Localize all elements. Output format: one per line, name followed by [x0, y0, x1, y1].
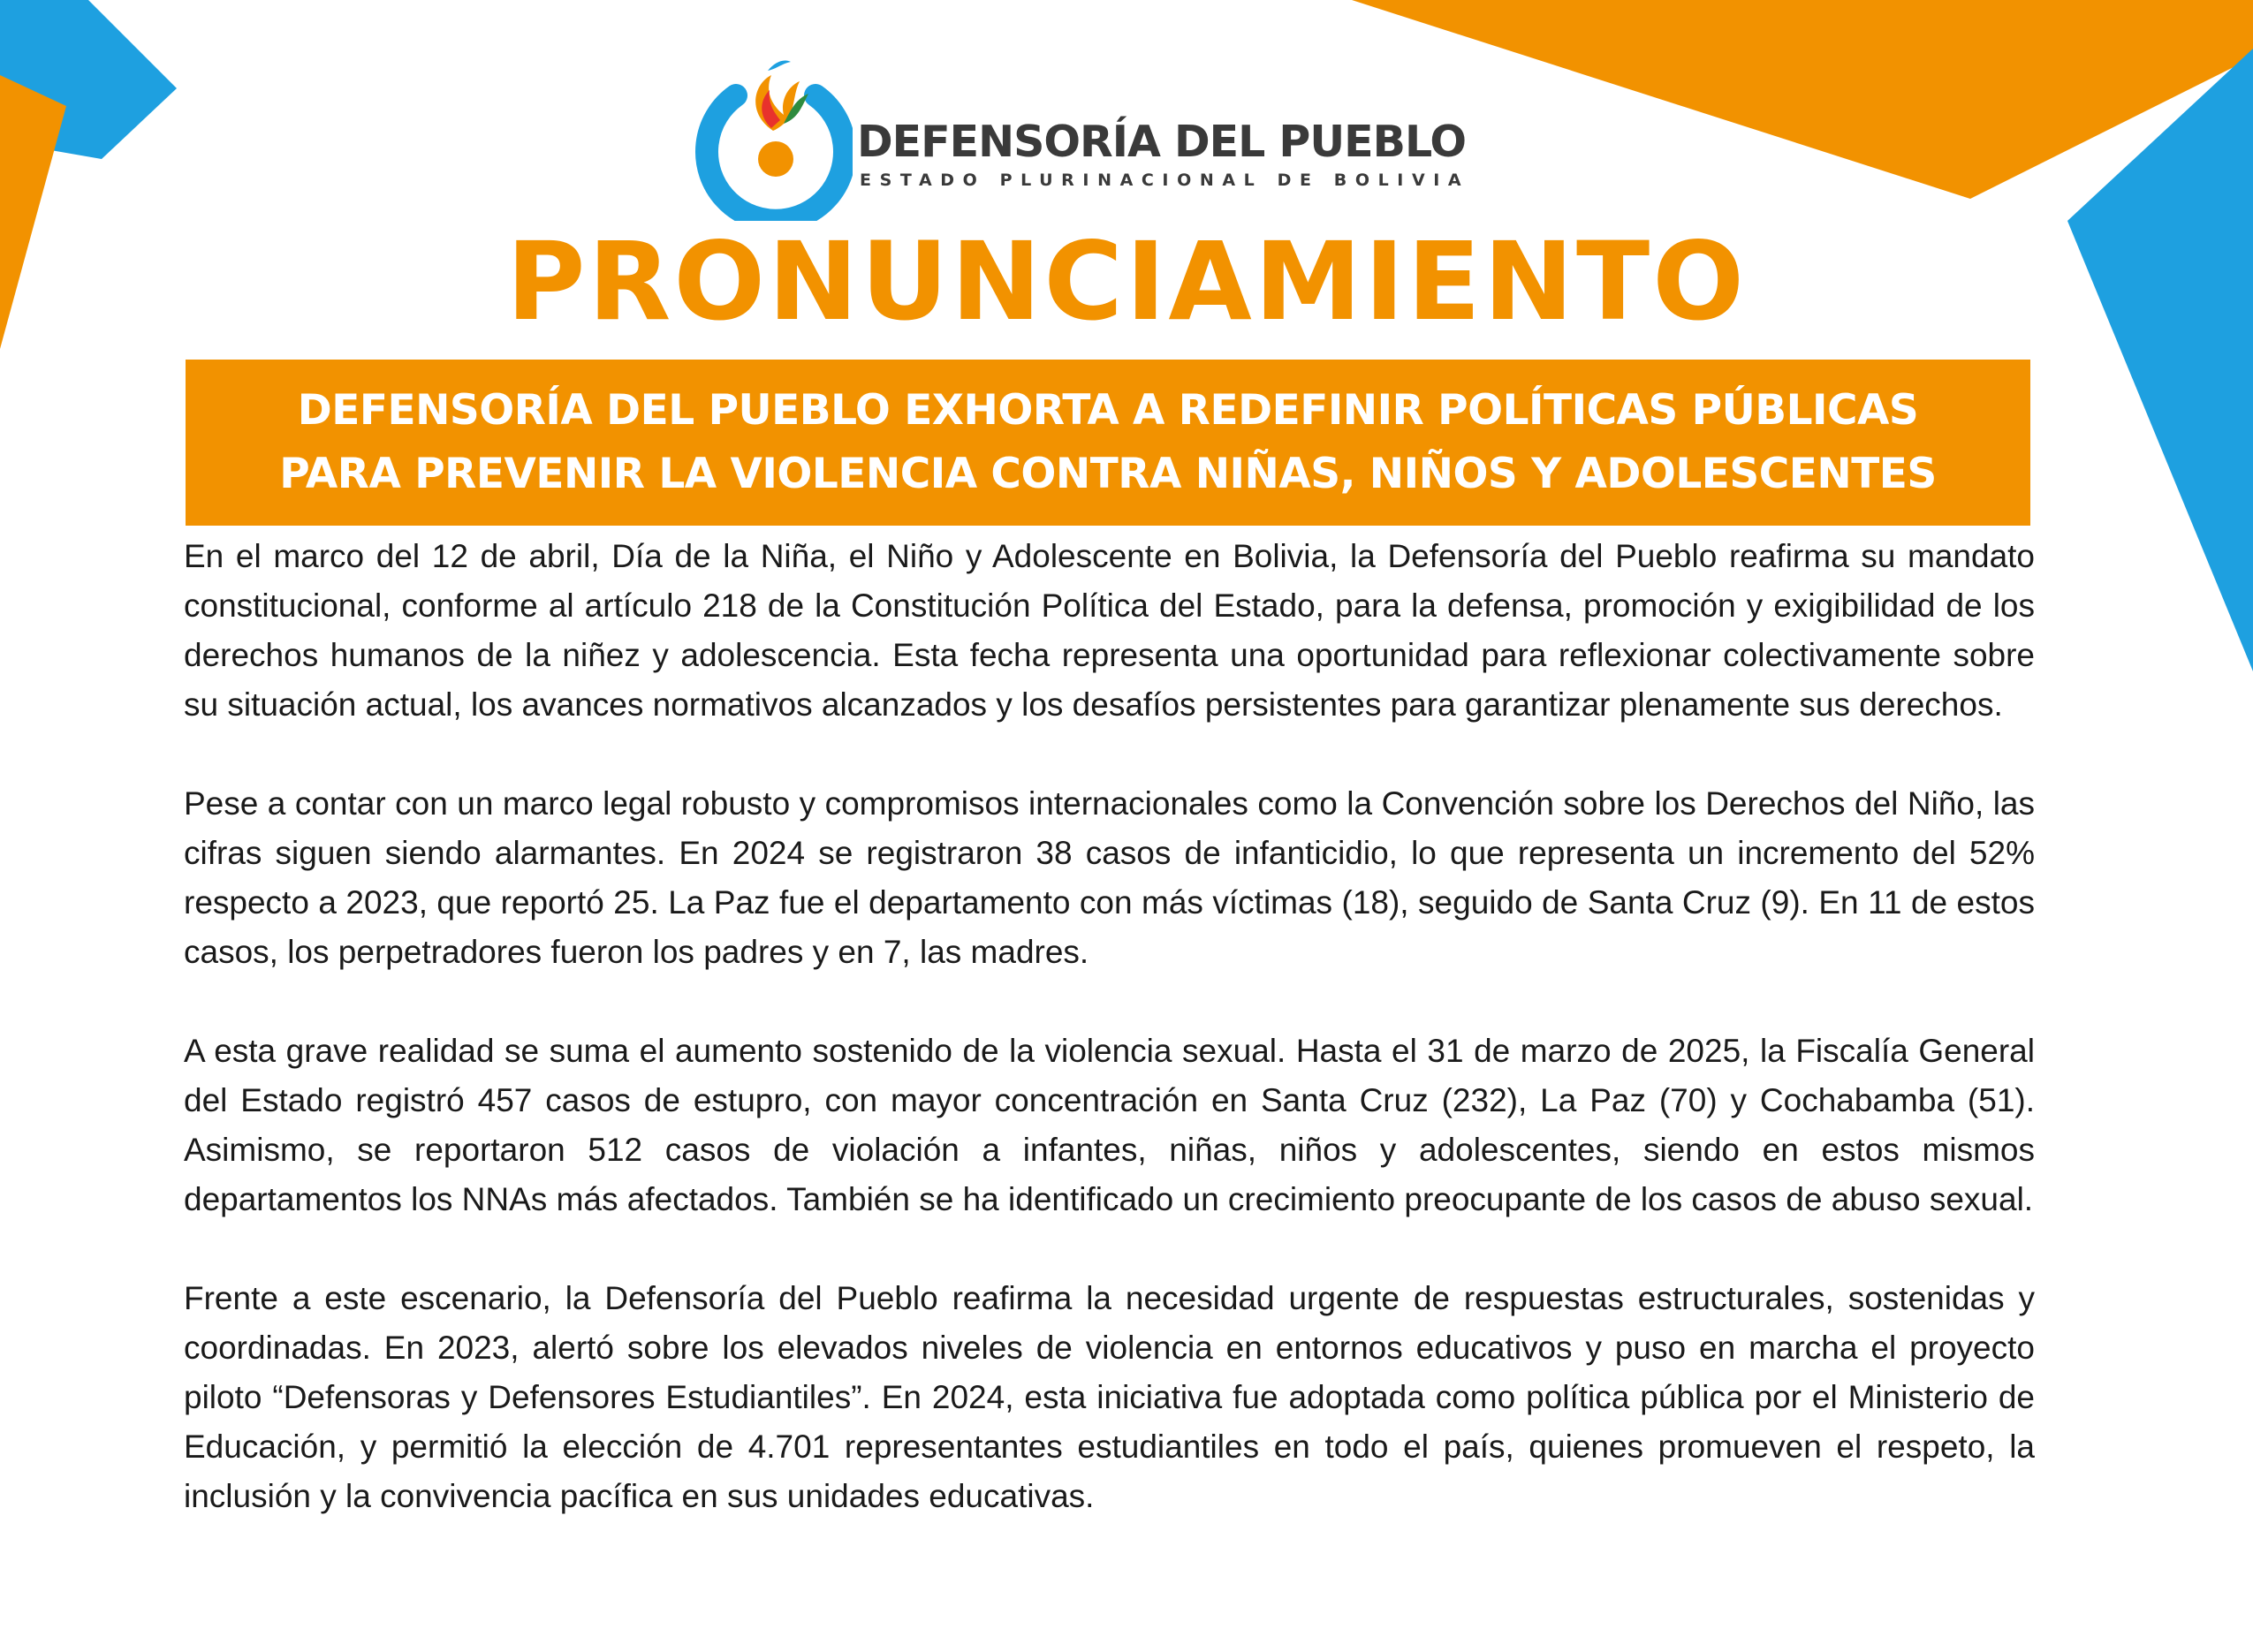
headline-line-1: DEFENSORÍA DEL PUEBLO EXHORTA A REDEFINIR POLÍTICAS PÚBLICAS — [297, 386, 1919, 435]
body-text — [184, 532, 2035, 1571]
logo — [685, 44, 1470, 221]
paragraph-3: A esta grave realidad se suma el aumento sostenido de la violencia sexual. Hasta el 31 de marzo de 2025, la Fiscalía General del Estado registró 457 casos de estupro, con mayor concentración en Santa Cruz (232), La Paz (70) y Cochabamba (51). Asimismo, se reportaron 512 casos de violación a infantes, niñas, niños y adolescentes, siendo en estos mismos departamentos los NNAs más afectados. También se ha identificado un crecimiento preocupante de los casos de abuso sexual. — [184, 1033, 2035, 1217]
page-title: PRONUNCIAMIENTO — [506, 219, 1747, 345]
headline-line-2: PARA PREVENIR LA VIOLENCIA CONTRA NIÑAS, NIÑOS Y ADOLESCENTES — [279, 450, 1937, 498]
headline-banner — [186, 360, 2030, 526]
logo-name: DEFENSORÍA DEL PUEBLO — [857, 117, 1467, 167]
right-blue-shape — [2067, 49, 2253, 671]
flame-circle-emblem-icon — [685, 44, 853, 221]
paragraph-2: Pese a contar con un marco legal robusto y compromisos internacionales como la Convención sobre los Derechos del Niño, las cifras siguen siendo alarmantes. En 2024 se registraron 38 casos de infanticidio, lo que representa un incremento del 52% respecto a 2023, que reportó 25. La Paz fue el departamento con más víctimas (18), seguido de Santa Cruz (9). En 11 de estos casos, los perpetradores fueron los padres y en 7, las madres. — [184, 785, 2035, 970]
logo-subtitle: ESTADO PLURINACIONAL DE BOLIVIA — [860, 171, 1470, 190]
paragraph-1: En el marco del 12 de abril, Día de la Niña, el Niño y Adolescente en Bolivia, la Defensoría del Pueblo reafirma su mandato constitucional, conforme al artículo 218 de la Constitución Política del Estado, para la defensa, promoción y exigibilidad de los derechos humanos de la niñez y adolescencia. Esta fecha representa una oportunidad para reflexionar colectivamente sobre su situación actual, los avances normativos alcanzados y los desafíos persistentes para garantizar plenamente sus derechos. — [184, 538, 2035, 723]
paragraph-4: Frente a este escenario, la Defensoría del Pueblo reafirma la necesidad urgente de respuestas estructurales, sostenidas y coordinadas. En 2023, alertó sobre los elevados niveles de violencia en entornos educativos y puso en marcha el proyecto piloto “Defensoras y Defensores Estudiantiles”. En 2024, esta iniciativa fue adoptada como política pública por el Ministerio de Educación, y permitió la elección de 4.701 representantes estudiantiles en todo el país, quienes promueven el respeto, la inclusión y la convivencia pacífica en sus unidades educativas. — [184, 1280, 2035, 1514]
top-right-orange-shape — [1352, 0, 2253, 199]
